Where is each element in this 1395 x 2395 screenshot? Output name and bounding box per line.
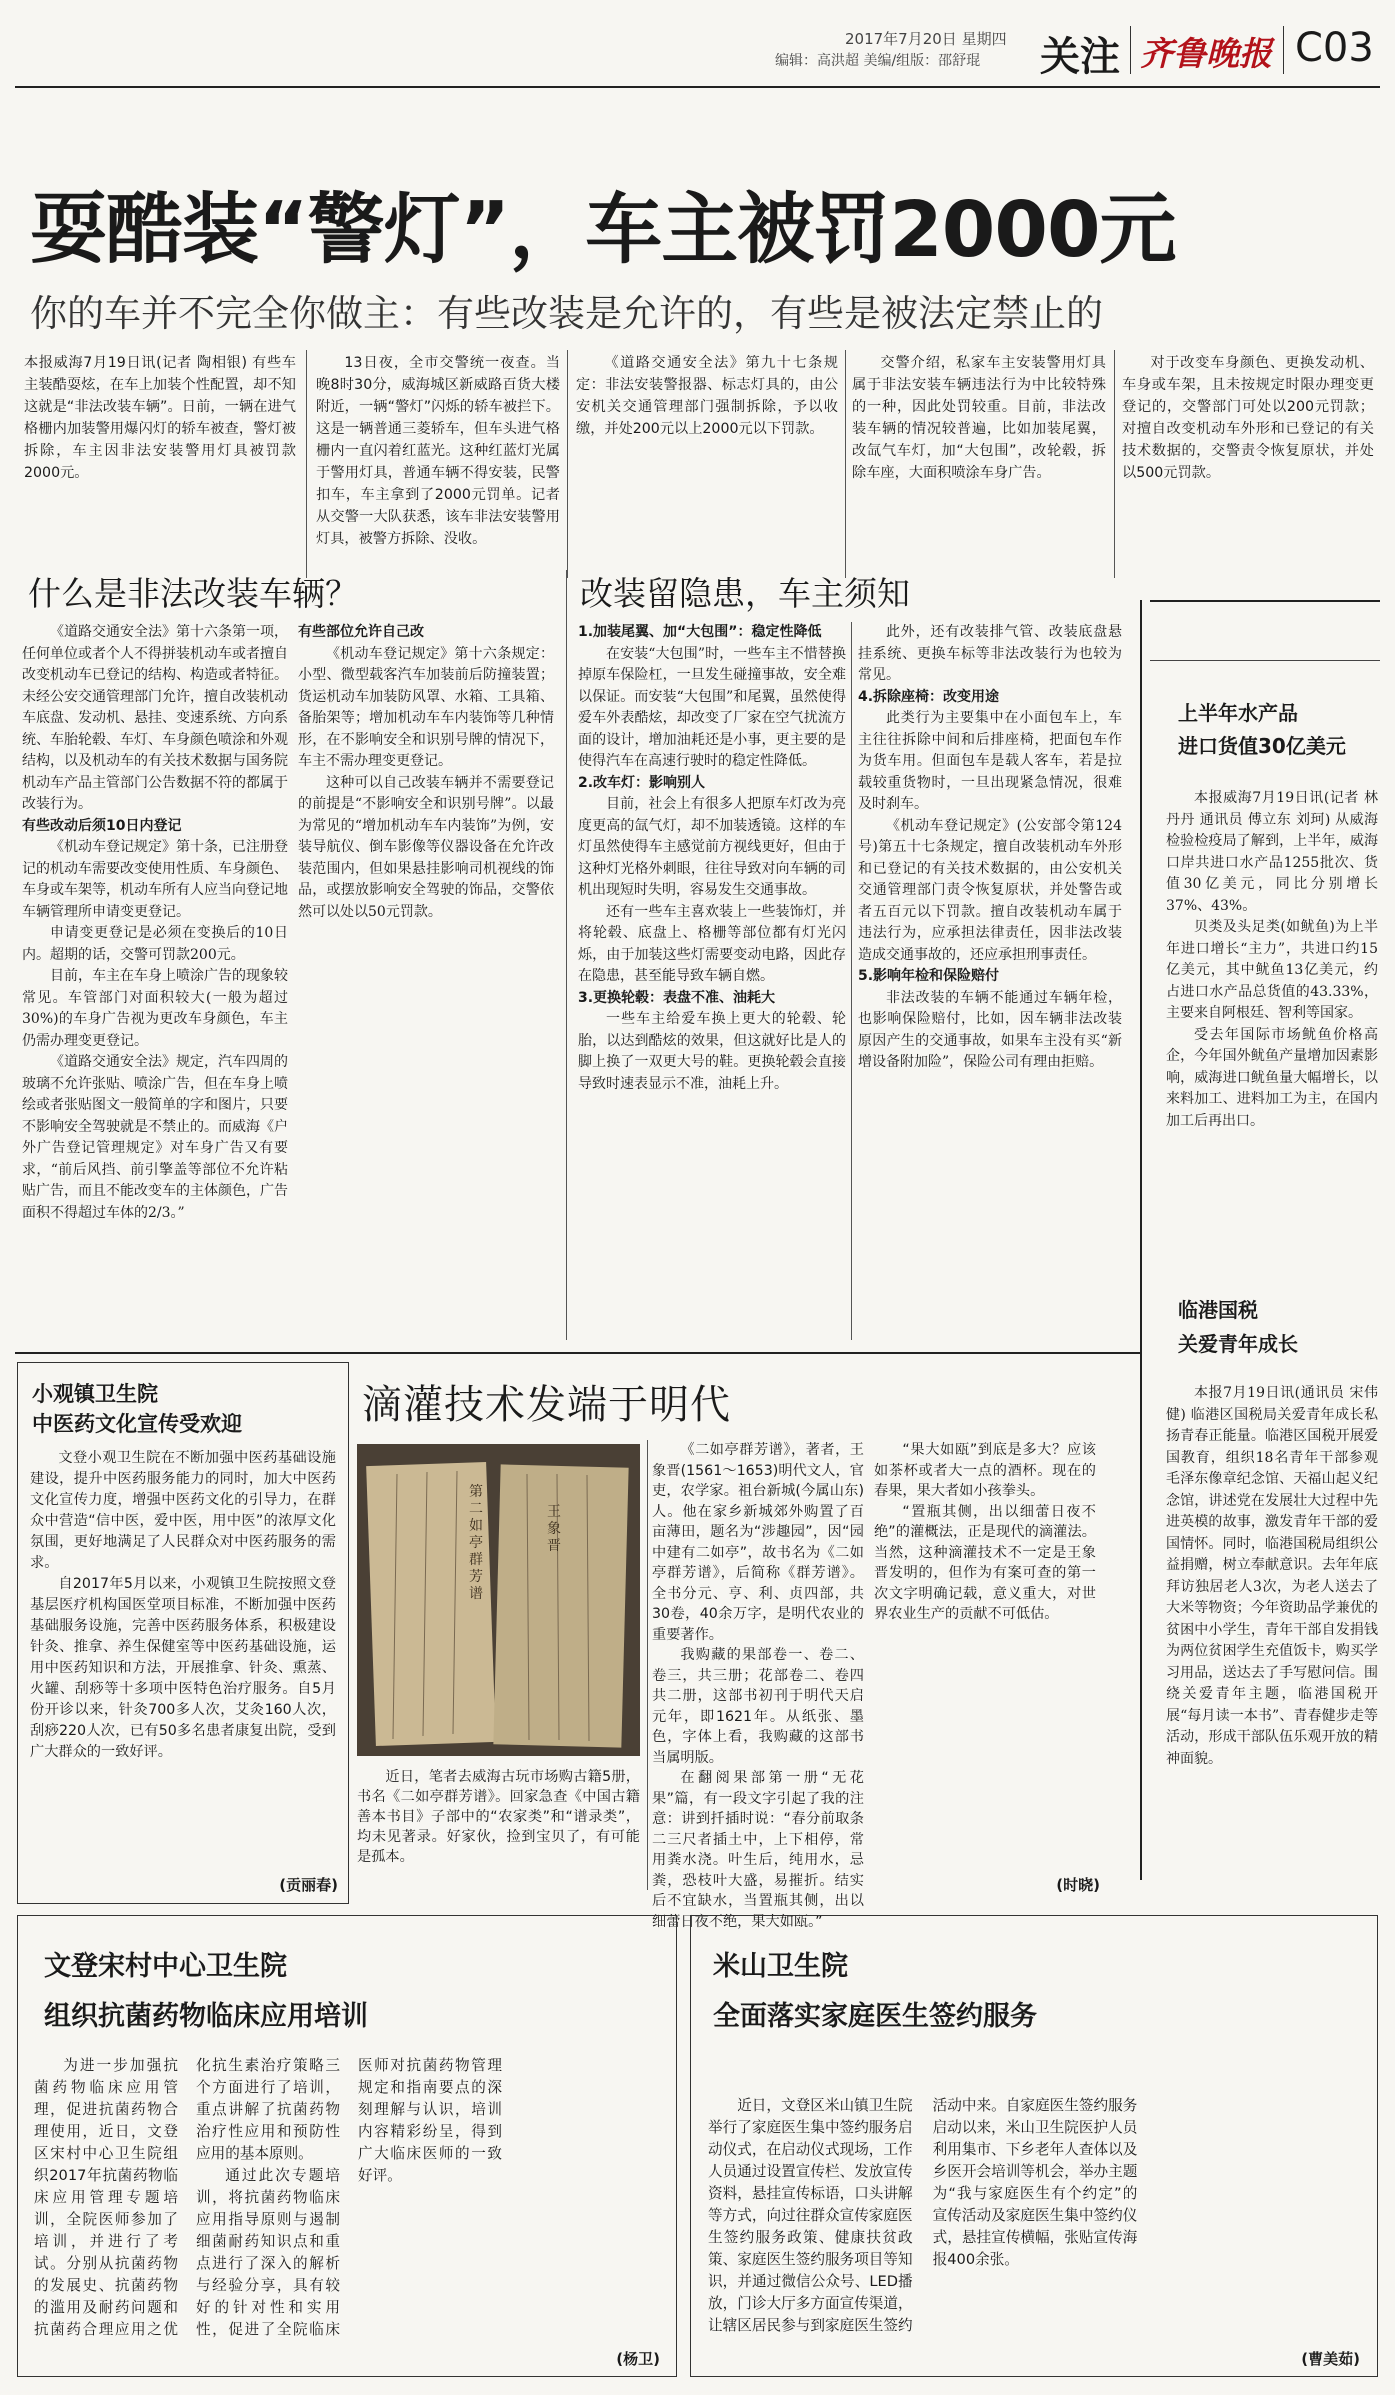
sidebar-article-2 [1166,1383,1378,1875]
paragraph: 一些车主给爱车换上更大的轮毂、轮胎，以达到酷炫的效果，但这就好比是人的脚上换了一双更大号的鞋。更换轮毂会直接导致时速表显示不准，油耗上升。 [578,1011,846,1092]
paragraph: 在翻阅果部第一册“无花果”篇，有一段文字引起了我的注意：讲到扦插时说：“春分前取条二三尺者插土中，上下相停，常用粪水浇。叶生后，纯用水，忌粪，恐枝叶大盛，易摧折。结实后不宜缺水，当置瓶其侧，出以细蕾日夜不绝，果大如瓯。” [652,1770,864,1930]
column-rule [845,350,846,578]
drip-col-2 [652,1440,864,1930]
sidebar-title-2b: 关爱青年成长 [1178,1332,1298,1356]
clinic3-title-a: 米山卫生院 [713,1951,848,1982]
clinic1-title-b: 中医药文化宣传受欢迎 [32,1412,242,1436]
paragraph: 《道路交通安全法》第十六条第一项，任何单位或者个人不得拼装机动车或者擅自改变机动车已登记的结构、构造或者特征。未经公安交通管理部门允许，擅自改装机动车底盘、发动机、悬挂、变速系统、方向系统、车胎轮毂、车灯、车身颜色喷涂和外观结构，以及机动车的有关技术数据与国务院机动车产品主管部门公告数据不符的都属于改装行为。 [22,624,288,812]
paragraph: 近日，笔者去威海古玩市场购古籍5册，书名《二如亭群芳谱》。回家急查《中国古籍善本书目》子部中的“农家类”和“谱录类”，均未见著录。好家伙，捡到宝贝了，有可能是孤本。 [357,1769,640,1865]
masthead-rule [15,86,1380,88]
paragraph: 我购藏的果部卷一、卷二、卷三，共三册；花部卷二、卷四共二册，这部书初刊于明代天启元年，即1621年。从纸张、墨色，字体上看，我购藏的这部书当属明版。 [652,1647,864,1766]
paragraph: 非法改装的车辆不能通过车辆年检，也影响保险赔付，比如，因车辆非法改装原因产生的交通事故，如果车主没有买“新增设备附加险”，保险公司有理由拒赔。 [858,989,1122,1070]
drip-signature: (时晓) [1056,1876,1100,1894]
paragraph: 还有一些车主喜欢装上一些装饰灯，并将轮毂、底盘上、格栅等部位都有灯光闪烁，由于加装这些灯需要变动电路，因此存在隐患，甚至能导致车辆自燃。 [578,903,846,984]
paragraph: 近日，文登区米山镇卫生院举行了家庭医生集中签约服务启动仪式，在启动仪式现场，工作人员通过设置宣传栏、发放宣传资料，悬挂宣传标语，口头讲解等方式，向过往群众宣传家庭医生签约服务政策、健康扶贫政策、家庭医生签约服务项目等知识，并通过微信公众号、LED播放，门诊大厅多方面宣传渠道，让辖区居民参与到家庭医生签约活动中来。自家庭医生签约服务启动以来，米山卫生院医护人员利用集市、下乡老年人查体以及乡医开会培训等机会，举办主题为“我与家庭医生有个约定”的宣传活动及家庭医生集中签约仪式，悬挂宣传横幅，张贴宣传海报400余张。 [708,2097,1138,2334]
column-rule [647,1440,648,1890]
paragraph: “果大如瓯”到底是多大？应该如茶杯或者大一点的酒杯。现在的春果，果大者如小孩拳头。 [874,1442,1096,1499]
masthead-divider [1130,26,1131,74]
column-rule [306,350,307,578]
sidebar-title-1b: 进口货值30亿美元 [1178,734,1346,758]
drip-col-3 [874,1440,1096,1870]
risks-heading: 改装留隐患，车主须知 [580,574,910,613]
drip-heading: 滴灌技术发端于明代 [362,1382,731,1428]
sidebar-title-2a: 临港国税 [1178,1298,1258,1322]
drip-caption [357,1767,640,1887]
book-label: 王象晋 [547,1504,561,1554]
clinic2-title-a: 文登宋村中心卫生院 [44,1951,287,1982]
lead-col-3 [576,352,838,580]
lead-subhead: 你的车并不完全你做主：有些改装是允许的，有些是被法定禁止的 [30,292,1103,335]
paragraph: 通过此次专题培训，将抗菌药物临床应用指导原则与遏制细菌耐药知识点和重点进行了深入的解析与经验分享，具有较好的针对性和实用性，促进了全院临床医师对抗菌药物管理规定和指南要点的深刻理解与认识，培训内容精彩纷呈，得到广大临床医师的一致好评。 [196,2057,502,2338]
subheading: 5.影响年检和保险赔付 [858,968,1000,984]
column-rule [566,570,567,1340]
lead-paragraph: 本报威海7月19日讯(记者 陶相银) 有些车主装酷耍炫，在车上加装个性配置，却不知这就是“非法改装车辆”。日前，一辆在进气格栅内加装警用爆闪灯的轿车被查，警灯被拆除，车主因非法安装警用灯具被罚款2000元。 [24,355,296,481]
paragraph: 此外，还有改装排气管、改装底盘悬挂系统、更换车标等非法改装行为也较为常见。 [858,624,1122,683]
paragraph: 申请变更登记是必须在变换后的10日内。超期的话，交警可罚款200元。 [22,925,288,963]
column-rule [1114,350,1115,578]
lead-col-1 [24,352,296,580]
paragraph: 《机动车登记规定》第十六条规定：小型、微型载客汽车加装前后防撞装置；货运机动车加装防风罩、水箱、工具箱、备胎架等；增加机动车车内装饰等几种情形，在不影响安全和识别号牌的情况下，车主不需办理变更登记。 [298,645,554,769]
paragraph: 此类行为主要集中在小面包车上，车主往往拆除中间和后排座椅，把面包车作为货车用。但面包车是载人客车，若是拉载较重货物时，一旦出现紧急情况，很难及时刹车。 [858,710,1122,812]
paragraph: 文登小观卫生院在不断加强中医药基础设施建设，提升中医药服务能力的同时，加大中医药文化宣传力度，增强中医药文化的引导力，在群众中营造“信中医，爱中医，用中医”的浓厚文化氛围，更好地满足了人民群众对中医药服务的需求。 [30,1450,336,1571]
column-rule [567,350,568,578]
illegal-col-1 [22,622,288,1347]
column-rule [851,622,852,1340]
risks-col-2 [858,622,1122,1347]
lead-paragraph: 13日夜，全市交警统一夜查。当晚8时30分，威海城区新威路百货大楼附近，一辆“警灯”闪烁的轿车被拦下。这是一辆普通三菱轿车，但车头进气格栅内一直闪着红蓝光。这种红蓝灯光属于警用灯具，普通车辆不得安装，民警扣车，车主拿到了2000元罚单。记者从交警一大队获悉，该车非法安装警用灯具，被警方拆除、没收。 [316,355,560,547]
paragraph: 《机动车登记规定》(公安部令第124号)第五十七条规定，擅自改装机动车外形和已登记的有关技术数据的，由公安机关交通管理部门责令恢复原状，并处警告或者五百元以下罚款。擅自改装机动车属于违法行为，应承担法律责任，因非法改装造成交通事故的，还应承担刑事责任。 [858,817,1122,963]
clinic1-body [30,1448,336,1872]
page-number: C03 [1295,25,1374,71]
paragraph: 为进一步加强抗菌药物临床应用管理，促进抗菌药物合理使用，近日，文登区宋村中心卫生院组织2017年抗菌药物临床应用管理专题培训，全院医师参加了培训，并进行了考试。分别从抗菌药物的发展史、抗菌药物的滥用及耐药问题和抗菌药合理应用之优化抗生素治疗策略三个方面进行了培训，重点讲解了抗菌药物治疗性应用和预防性应用的基本原则。 [34,2057,340,2338]
lead-paragraph: 交警介绍，私家车主安装警用灯具属于非法安装车辆违法行为中比较特殊的一种，因此处罚较重。目前，非法改装车辆的情况较普遍，比如加装尾翼，改氙气车灯，加“大包围”，改轮毂，拆除车座，大面积喷涂车身广告。 [852,355,1106,481]
sidebar-rule [1140,600,1142,1880]
book-photo-svg [357,1444,640,1756]
book-photo [357,1444,640,1756]
subheading: 4.拆除座椅：改变用途 [858,688,1000,705]
book-label: 第二如亭群芳谱 [469,1484,483,1602]
paragraph: 在安装“大包围”时，一些车主不惜替换掉原车保险杠，一旦发生碰撞事故，安全难以保证。而安装“大包围”和尾翼，虽然使得爱车外表酷炫，却改变了厂家在空气扰流方面的设计，增加油耗还是小事，更主要的是使得汽车在高速行驶时的稳定性降低。 [578,645,846,769]
lead-col-2 [316,352,560,580]
paragraph: 《道路交通安全法》规定，汽车四周的玻璃不允许张贴、喷涂广告，但在车身上喷绘或者张贴图文一般简单的字和图片，只要不影响安全驾驶就是不禁止的。而威海《户外广告登记管理规定》对车身广告又有要求，“前后风挡、前引擎盖等部位不允许粘贴广告，而且不能改变车的主体颜色，广告面积不得超过车体的2/3。” [22,1054,288,1221]
lead-paragraph: 《道路交通安全法》第九十七条规定：非法安装警报器、标志灯具的，由公安机关交通管理部门强制拆除，予以收缴，并处200元以上2000元以下罚款。 [576,355,838,437]
lead-headline: 耍酷装“警灯”，车主被罚2000元 [30,186,1176,275]
lead-col-5 [1122,352,1374,580]
paragraph: 《机动车登记规定》第十条，已注册登记的机动车需要改变使用性质、车身颜色、车身或车架等，机动车所有人应当向登记地车辆管理所申请变更登记。 [22,839,288,920]
subheading: 有些部位允许自己改 [298,624,424,640]
sidebar-article-1 [1166,788,1378,1256]
paragraph: 《二如亭群芳谱》，著者，王象晋(1561～1653)明代文人，官吏，农学家。祖台新城(今属山东)人。他在家乡新城郊外购置了百亩薄田，题名为“涉趣园”，因“园中建有二如亭”，故书名为《二如亭群芳谱》，后简称《群芳谱》。全书分元、亨、利、贞四部，共30卷，40余万字，是明代农业的重要著作。 [652,1442,864,1643]
sidebar-rule [1150,660,1380,661]
subheading: 有些改动后须10日内登记 [22,817,182,834]
sidebar-title-1a: 上半年水产品 [1178,701,1298,725]
masthead-editors: 编辑：高洪超 美编/组版：邵舒琨 [775,53,981,69]
clinic2-title-b: 组织抗菌药物临床应用培训 [44,2001,368,2032]
paragraph: “置瓶其侧，出以细蕾日夜不绝”的灌概法，正是现代的滴灌法。当然，这种滴灌技术不一定是王象晋发明的，但作为有案可查的第一次文字明确记载，意义重大，对世界农业生产的贡献不可低估。 [874,1503,1096,1622]
masthead-divider [1283,26,1284,74]
lead-col-4 [852,352,1106,580]
paragraph: 这种可以自己改装车辆并不需要登记的前提是“不影响安全和识别号牌”。以最为常见的“增加机动车车内装饰”为例，安装导航仪、倒车影像等仪器设备在允许改装范围内，但如果悬挂影响司机视线的饰品，或摆放影响安全驾驶的饰品，交警依然可以处以50元罚款。 [298,774,554,920]
sidebar-rule [1150,600,1380,602]
paragraph: 目前，车主在车身上喷涂广告的现象较常见。车管部门对面积较大(一般为超过30%)的车身广告视为更改车身颜色，车主仍需办理变更登记。 [22,968,288,1049]
clinic2-signature: (杨卫) [616,2350,660,2368]
paper-logo: 齐鲁晚报 [1140,34,1272,73]
paragraph: 本报威海7月19日讯(记者 林丹丹 通讯员 傅立东 刘珂) 从威海检验检疫局了解到，上半年，威海口岸共进口水产品1255批次、货值30亿美元，同比分别增长37%、43%。 [1166,790,1378,914]
clinic1-signature: (贡丽春) [279,1876,338,1894]
paragraph: 本报7月19日讯(通讯员 宋伟健) 临港区国税局关爱青年成长私扬青春正能量。临港区国税开展爱国教育，组织18名青年干部参观毛泽东像章纪念馆、天福山起义纪念馆，讲述党在发展壮大过程中先进英模的故事，激发青年干部的爱国情怀。同时，临港国税局组织公益捐赠，树立奉献意识。去年年底拜访独居老人3次，为老人送去了大米等物资；今年资助品学兼优的贫困中小学生，青年干部自发捐钱为两位贫困学生充值饭卡，购买学习用品，送达去了手写慰问信。围绕关爱青年主题，临港国税开展“每月读一本书”、青春健步走等活动，形成干部队伍乐观开放的精神面貌。 [1166,1385,1378,1767]
clinic3-title-b: 全面落实家庭医生签约服务 [713,2001,1037,2032]
paragraph: 自2017年5月以来，小观镇卫生院按照文登基层医疗机构国医堂项目标准，不断加强中医药基础服务设施，完善中医药服务体系，积极建设针灸、推拿、养生保健室等中医药基础设施，运用中医药知识和方法，开展推拿、针灸、熏蒸、火罐、刮痧等十多项中医特色治疗服务。自5月份开诊以来，针灸700多人次，艾灸160人次，刮痧220人次，已有50多名患者康复出院，受到广大群众的一致好评。 [30,1576,336,1760]
illegal-heading: 什么是非法改装车辆？ [28,574,358,613]
paragraph: 目前，社会上有很多人把原车灯改为亮度更高的氙气灯，却不加装透镜。这样的车灯虽然使得车主感觉前方视线更好，但由于这种灯光格外刺眼，往往导致对向车辆的司机出现短时失明，容易发生交通事故。 [578,796,846,898]
clinic3-signature: (曹美茹) [1301,2350,1360,2368]
subheading: 3.更换轮毂：表盘不准、油耗大 [578,989,776,1006]
paragraph: 贝类及头足类(如鱿鱼)为上半年进口增长“主力”，共进口约15亿美元，其中鱿鱼13亿美元，约占进口水产品总货值的43.33%，主要来自阿根廷、智利等国家。 [1166,919,1378,1021]
paragraph: 受去年国际市场鱿鱼价格高企，今年国外鱿鱼产量增加因素影响，威海进口鱿鱼量大幅增长，以来料加工、进料加工为主，在国内加工后再出口。 [1166,1026,1378,1129]
lead-paragraph: 对于改变车身颜色、更换发动机、车身或车架，且未按规定时限办理变更登记的，交警部门可处以200元罚款；对擅自改变机动车外形和已登记的有关技术数据的，交警责令恢复原状，并处以500元罚款。 [1122,355,1374,481]
subheading: 1.加装尾翼、加“大包围”：稳定性降低 [578,624,822,640]
masthead-date: 2017年7月20日 星期四 [845,30,1007,48]
section-title: 关注 [1040,34,1120,80]
risks-col-1 [578,622,846,1347]
subheading: 2.改车灯：影响别人 [578,774,706,791]
clinic3-body [708,2095,1362,2345]
clinic2-body [34,2055,664,2345]
clinic1-title-a: 小观镇卫生院 [32,1382,158,1406]
section-rule [15,1352,1140,1354]
illegal-col-2 [298,622,554,1347]
